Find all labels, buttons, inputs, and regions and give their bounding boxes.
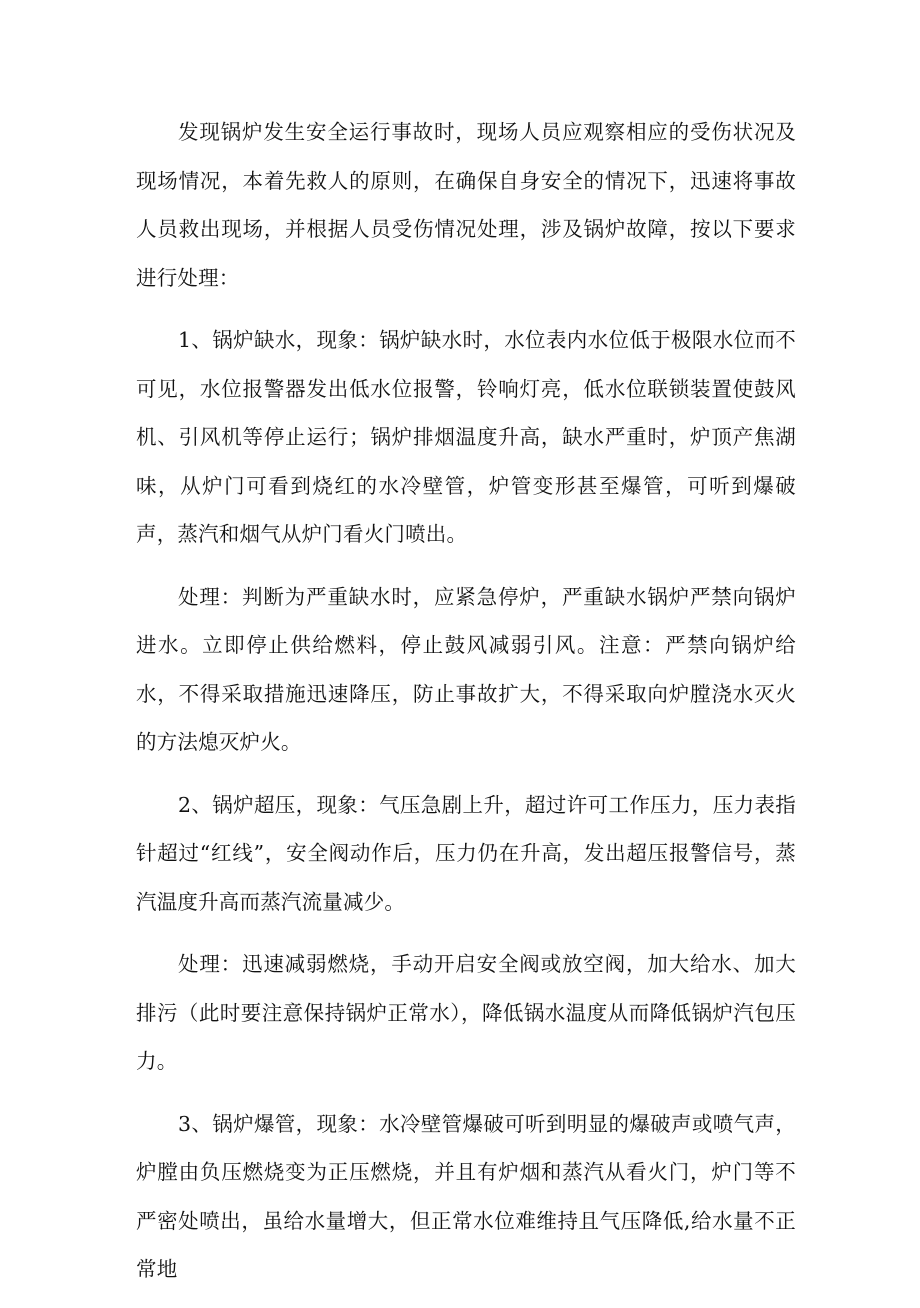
paragraph-intro: 发现锅炉发生安全运行事故时，现场人员应观察相应的受伤状况及现场情况，本着先救人的原则，在确保自身安全的情况下，迅速将事故人员救出现场，并根据人员受伤情况处理，涉及锅炉故障，按以下要求进行处理： [136,120,796,290]
paragraph-overpressure-handling: 处理：迅速减弱燃烧，手动开启安全阀或放空阀，加大给水、加大排污（此时要注意保持锅炉正常水），降低锅水温度从而降低锅炉汽包压力。 [136,952,796,1073]
paragraph-tube-burst-symptoms: 3、锅炉爆管，现象：水冷壁管爆破可听到明显的爆破声或喷气声，炉膛由负压燃烧变为正压燃烧，并且有炉烟和蒸汽从看火门，炉门等不严密处喷出，虽给水量增大，但正常水位难维持且气压降低,给水量不正常地 [136,1111,796,1281]
paragraph-low-water-handling: 处理：判断为严重缺水时，应紧急停炉，严重缺水锅炉严禁向锅炉进水。立即停止供给燃料，停止鼓风减弱引风。注意：严禁向锅炉给水，不得采取措施迅速降压，防止事故扩大，不得采取向炉膛浇水灭火的方法熄灭炉火。 [136,584,796,754]
paragraph-low-water-symptoms: 1、锅炉缺水，现象：锅炉缺水时，水位表内水位低于极限水位而不可见，水位报警器发出低水位报警，铃响灯亮，低水位联锁装置使鼓风机、引风机等停止运行；锅炉排烟温度升高，缺水严重时，炉顶产焦湖味，从炉门可看到烧红的水冷壁管，炉管变形甚至爆管，可听到爆破声，蒸汽和烟气从炉门看火门喷出。 [136,328,796,546]
paragraph-overpressure-symptoms: 2、锅炉超压，现象：气压急剧上升，超过许可工作压力，压力表指针超过“红线”，安全阀动作后，压力仍在升高，发出超压报警信号，蒸汽温度升高而蒸汽流量减少。 [136,792,796,914]
document-body [136,108,796,1308]
